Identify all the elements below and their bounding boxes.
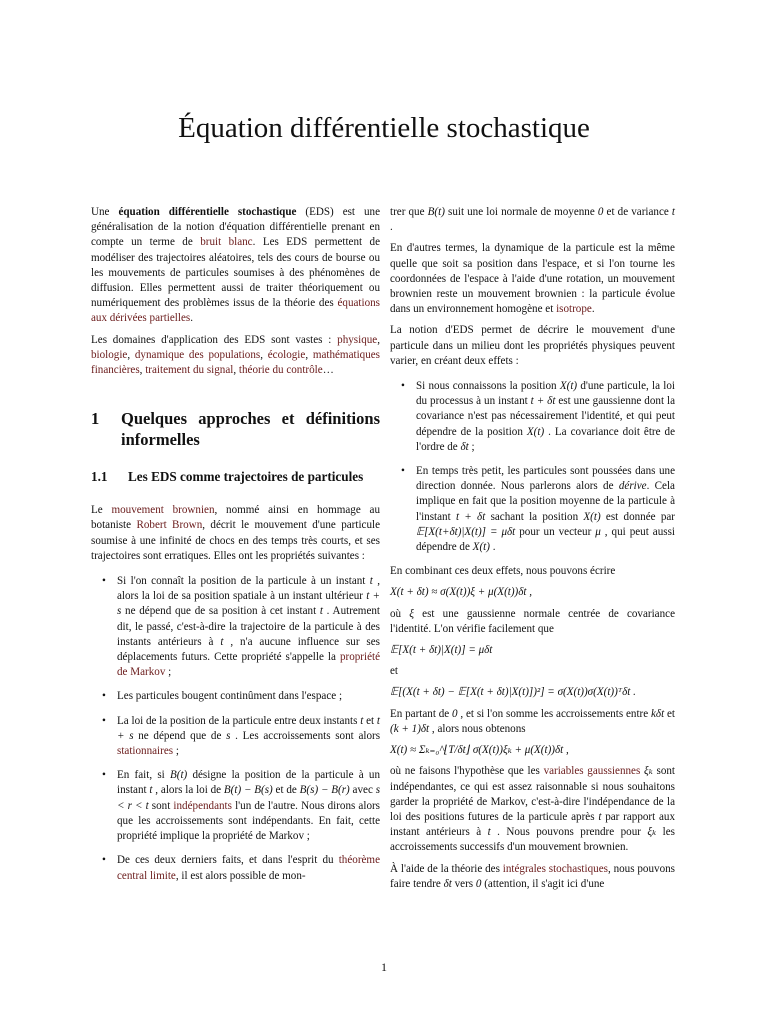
list-item: • La loi de la position de la particule entre deux instants t et t + s ne dépend que de s . Les accroissements sont alors stationnaires ; (117, 714, 380, 760)
equation-sum: X(t) ≈ Σₖ₌₀^⌊T/δt⌋ σ(X(t))ξₖ + μ(X(t))δt , (390, 744, 569, 757)
list-item: • Les particules bougent continûment dans l'espace ; (117, 689, 380, 704)
page-number: 1 (381, 960, 387, 974)
list-item: • Si l'on connaît la position de la particule à un instant t , alors la loi de sa position spatiale à un instant ultérieur t + s ne dépend que de sa position à cet instant t . Autrement dit, le passé, c'est-à-dire la trajectoire de la particule à des instants antérieurs à t , n'a aucune influence sur ses déplacements futurs. Cette propriété s'appelle la propriété de Markov ; (117, 574, 380, 680)
link-independants[interactable]: indépendants (173, 799, 232, 812)
link-edp[interactable]: équations aux dérivées partielles (91, 297, 380, 325)
equation-variance: 𝔼[(X(t + δt) − 𝔼[X(t + δt)|X(t)])²] = σ(X(t))σ(X(t))ᵀδt . (390, 686, 636, 699)
xi-paragraph: où ξ est une gaussienne normale centrée de covariance l'identité. L'on vérifie facilement que (390, 607, 675, 635)
link-traitement-signal[interactable]: traitement du signal (145, 364, 234, 377)
link-theoreme-central-limite[interactable]: théorème central limite (117, 854, 380, 882)
list-item: • En fait, si B(t) désigne la position de la particule à un instant t , alors la loi de B(t) − B(s) et de B(s) − B(r) avec s < r < t sont indépendants l'un de l'autre. Nous dirons alors que les accroissements sont indépendants. En fait, cette propriété implique la propriété de Markov ; (117, 768, 380, 844)
hypothesis-paragraph: où ne faisons l'hypothèse que les variables gaussiennes ξₖ sont indépendantes, ce qui est assez raisonnable si nous souhaitons garder la propriété de Markov, c'est-à-dire l'indépendance de la loi des positions futures de la particule après t par rapport aux instant antérieurs à t . Nous pouvons prendre pour ξₖ les accroissements successifs d'un mouvement brownien. (390, 765, 675, 854)
effects-list (390, 379, 675, 555)
defined-term: équation différentielle stochastique (118, 206, 297, 218)
properties-list (91, 574, 380, 884)
continuation-paragraph: trer que B(t) suit une loi normale de moyenne 0 et de variance t . (390, 206, 676, 234)
link-physique[interactable]: physique (337, 333, 378, 346)
section-heading: 1 Quelques approches et définitions informelles (91, 409, 380, 450)
link-math-financieres[interactable]: mathématiques financières (91, 348, 380, 377)
homogeneity-paragraph: En d'autres termes, la dynamique de la particule est la même quelle que soit sa position dans l'espace, et si l'on tourne les coordonnées de l'espace à l'aide d'une rotation, un mouvement brownien reste un mouvement brownien : la particule évolue dans un environnement homogène et isotrope. (390, 242, 675, 316)
list-item: • Si nous connaissons la position X(t) d'une particule, la loi du processus à un instant t + δt est une gaussienne dont la covariance n'est pas nécessairement l'identité, et qui peut dépendre de la position X(t) . La covariance doit être de l'ordre de δt ; (416, 379, 675, 455)
stochastic-integrals-paragraph: À l'aide de la théorie des intégrales stochastiques, nous pouvons faire tendre δt vers 0 (attention, il s'agit ici d'une (390, 862, 675, 890)
eds-notion-paragraph: La notion d'EDS permet de décrire le mouvement d'une particule dans un milieu dont les propriétés physiques peuvent varier, en créant deux effets : (390, 324, 675, 367)
link-biologie[interactable]: biologie (91, 348, 128, 361)
list-item: • En temps très petit, les particules sont poussées dans une direction donnée. Nous parlerons alors de dérive. Cela implique en fait que la position moyenne de la particule à l'instant t + δt sachant la position X(t) est donnée par 𝔼[X(t+δt)|X(t)] = μδt pour un vecteur μ , qui peut aussi dépendre de X(t) . (416, 464, 675, 555)
link-propriete-markov[interactable]: propriété de Markov (117, 651, 380, 679)
domains-paragraph: Les domaines d'application des EDS sont vastes : physique, biologie, dynamique des populations, écologie, mathématiques financières, traitement du signal, théorie du contrôle… (91, 333, 380, 377)
intro-paragraph: Une équation différentielle stochastique (EDS) est une généralisation de la notion d'équation différentielle prenant en compte un terme de bruit blanc. Les EDS permettent de modéliser des trajectoires aléatoires, tels des cours de bourse ou les mouvements de particules soumises à des phénomènes de diffusion. Elles permettent aussi de traiter théoriquement ou numériquement des problèmes issus de la théorie des équations aux dérivées partielles. (91, 206, 381, 325)
list-item: • De ces deux derniers faits, et dans l'esprit du théorème central limite, il est alors possible de mon- (117, 853, 380, 883)
link-integrales-stochastiques[interactable]: intégrales stochastiques (502, 862, 608, 875)
link-robert-brown[interactable]: Robert Brown (136, 519, 203, 532)
link-bruit-blanc[interactable]: bruit blanc (200, 236, 253, 249)
link-isotrope[interactable]: isotrope (556, 303, 592, 316)
equation-approx: X(t + δt) ≈ σ(X(t))ξ + μ(X(t))δt , (390, 586, 533, 599)
left-column (91, 205, 380, 893)
page-title: Équation différentielle stochastique (178, 112, 590, 144)
combine-paragraph: En combinant ces deux effets, nous pouvons écrire (390, 565, 616, 578)
and-text: et (390, 665, 399, 678)
link-dynamique-populations[interactable]: dynamique des populations (134, 348, 261, 361)
link-variables-gaussiennes[interactable]: variables gaussiennes (543, 765, 641, 778)
link-stationnaires[interactable]: stationnaires (117, 745, 174, 758)
brownian-paragraph: Le mouvement brownien, nommé ainsi en hommage au botaniste Robert Brown, décrit le mouvement d'une particule soumise à une infinité de chocs en des temps très courts, et ses trajectoires sont erratiques. Elles ont les propriétés suivantes : (91, 504, 380, 562)
right-column (390, 205, 675, 898)
link-theorie-controle[interactable]: théorie du contrôle (238, 364, 323, 377)
equation-expectation: 𝔼[X(t + δt)|X(t)] = μδt (390, 644, 493, 657)
link-mouvement-brownien[interactable]: mouvement brownien (111, 504, 215, 517)
link-ecologie[interactable]: écologie (267, 348, 306, 361)
subsection-heading: 1.1 Les EDS comme trajectoires de particules (91, 469, 364, 485)
sum-paragraph: En partant de 0 , et si l'on somme les accroissements entre kδt et (k + 1)δt , alors nous obtenons (390, 707, 675, 735)
